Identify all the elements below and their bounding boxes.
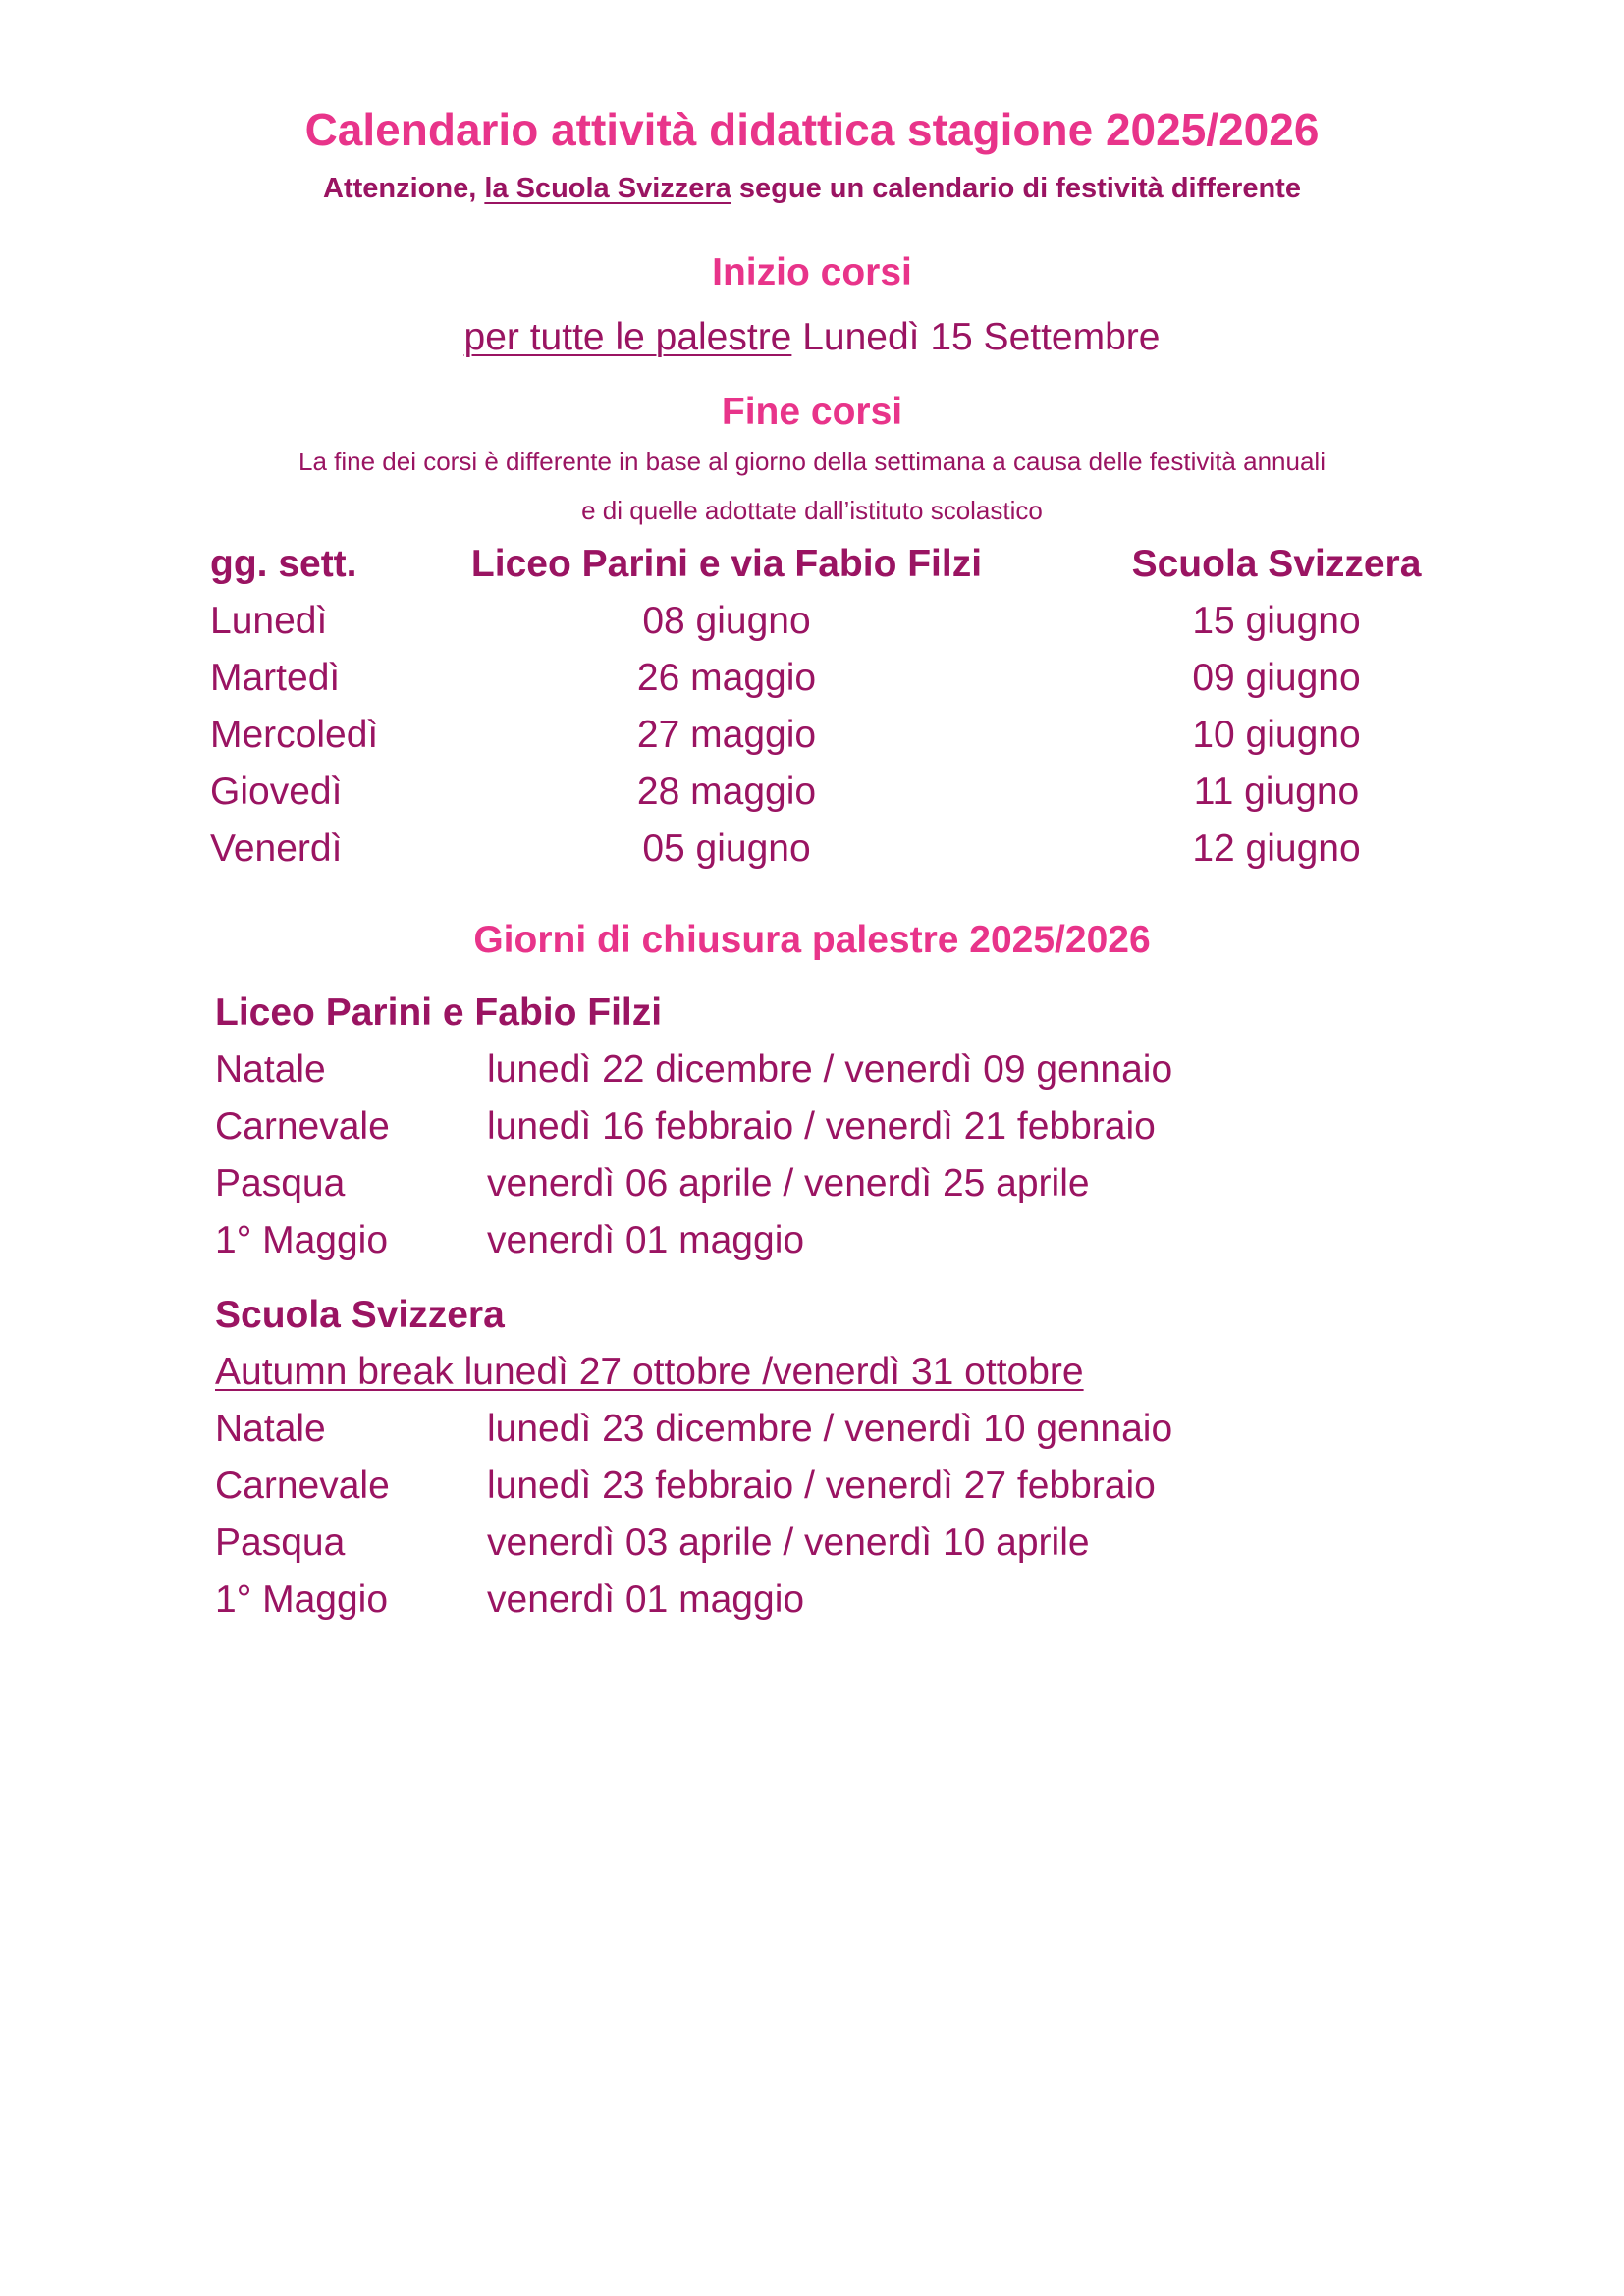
end-table-header-svizzera: Scuola Svizzera xyxy=(1131,543,1422,585)
end-table-svizzera-date: 09 giugno xyxy=(1192,657,1361,699)
page-title: Calendario attività didattica stagione 2025/2026 xyxy=(304,104,1320,155)
closure-holiday-name: Natale xyxy=(215,1048,326,1091)
end-table-parini-date: 05 giugno xyxy=(642,828,811,870)
start-heading: Inizio corsi xyxy=(712,251,912,294)
notice-line xyxy=(0,173,1624,205)
end-table-parini-date: 08 giugno xyxy=(642,600,811,642)
start-date: Lunedì 15 Settembre xyxy=(791,316,1161,358)
start-line xyxy=(0,316,1624,359)
end-table-parini-date: 28 maggio xyxy=(636,771,817,813)
closure-holiday-name: 1° Maggio xyxy=(215,1219,389,1261)
closure-holiday-name: 1° Maggio xyxy=(215,1578,389,1621)
end-table-weekday: Lunedì xyxy=(210,600,328,642)
closure-holiday-dates: venerdì 03 aprile / venerdì 10 aprile xyxy=(487,1522,1090,1564)
end-table-weekday: Martedì xyxy=(210,657,341,699)
closure-holiday-dates: lunedì 22 dicembre / venerdì 09 gennaio xyxy=(487,1048,1173,1091)
closure-holiday-name: Pasqua xyxy=(215,1522,346,1564)
notice-scuola-svizzera-link[interactable]: la Scuola Svizzera xyxy=(484,173,731,204)
closure-holiday-dates: venerdì 06 aprile / venerdì 25 aprile xyxy=(487,1162,1090,1204)
end-table-header-weekday: gg. sett. xyxy=(210,543,357,585)
closure-holiday-dates: lunedì 16 febbraio / venerdì 21 febbraio xyxy=(487,1105,1156,1148)
closure-holiday-dates: lunedì 23 febbraio / venerdì 27 febbraio xyxy=(487,1465,1156,1507)
closure-heading: Giorni di chiusura palestre 2025/2026 xyxy=(473,919,1151,961)
end-table-svizzera-date: 12 giugno xyxy=(1192,828,1361,870)
end-note-line-1: La fine dei corsi è differente in base al giorno della settimana a causa delle festività annuali xyxy=(298,447,1326,476)
closure-parini-title: Liceo Parini e Fabio Filzi xyxy=(215,991,663,1034)
closure-holiday-name: Carnevale xyxy=(215,1465,390,1507)
closure-holiday-name: Carnevale xyxy=(215,1105,390,1148)
end-table-svizzera-date: 11 giugno xyxy=(1193,771,1360,813)
closure-holiday-name: Pasqua xyxy=(215,1162,346,1204)
closure-svizzera-title: Scuola Svizzera xyxy=(215,1294,505,1336)
end-table-svizzera-date: 15 giugno xyxy=(1192,600,1361,642)
end-table-header-parini: Liceo Parini e via Fabio Filzi xyxy=(470,543,983,585)
closure-autumn-break: Autumn break lunedì 27 ottobre /venerdì 31 ottobre xyxy=(215,1351,1084,1393)
closure-holiday-dates: lunedì 23 dicembre / venerdì 10 gennaio xyxy=(487,1408,1173,1450)
start-scope: per tutte le palestre xyxy=(463,316,792,358)
notice-suffix: segue un calendario di festività differente xyxy=(731,173,1301,204)
notice-prefix: Attenzione, xyxy=(323,173,485,204)
closure-holiday-dates: venerdì 01 maggio xyxy=(487,1219,805,1261)
end-table-parini-date: 27 maggio xyxy=(636,714,817,756)
closure-holiday-name: Natale xyxy=(215,1408,326,1450)
end-table-weekday: Mercoledì xyxy=(210,714,379,756)
end-table-svizzera-date: 10 giugno xyxy=(1192,714,1361,756)
end-heading: Fine corsi xyxy=(721,391,903,433)
end-table-parini-date: 26 maggio xyxy=(636,657,817,699)
end-table-weekday: Venerdì xyxy=(210,828,343,870)
end-note-line-2: e di quelle adottate dall’istituto scolastico xyxy=(581,496,1043,525)
closure-holiday-dates: venerdì 01 maggio xyxy=(487,1578,805,1621)
end-table-weekday: Giovedì xyxy=(210,771,343,813)
